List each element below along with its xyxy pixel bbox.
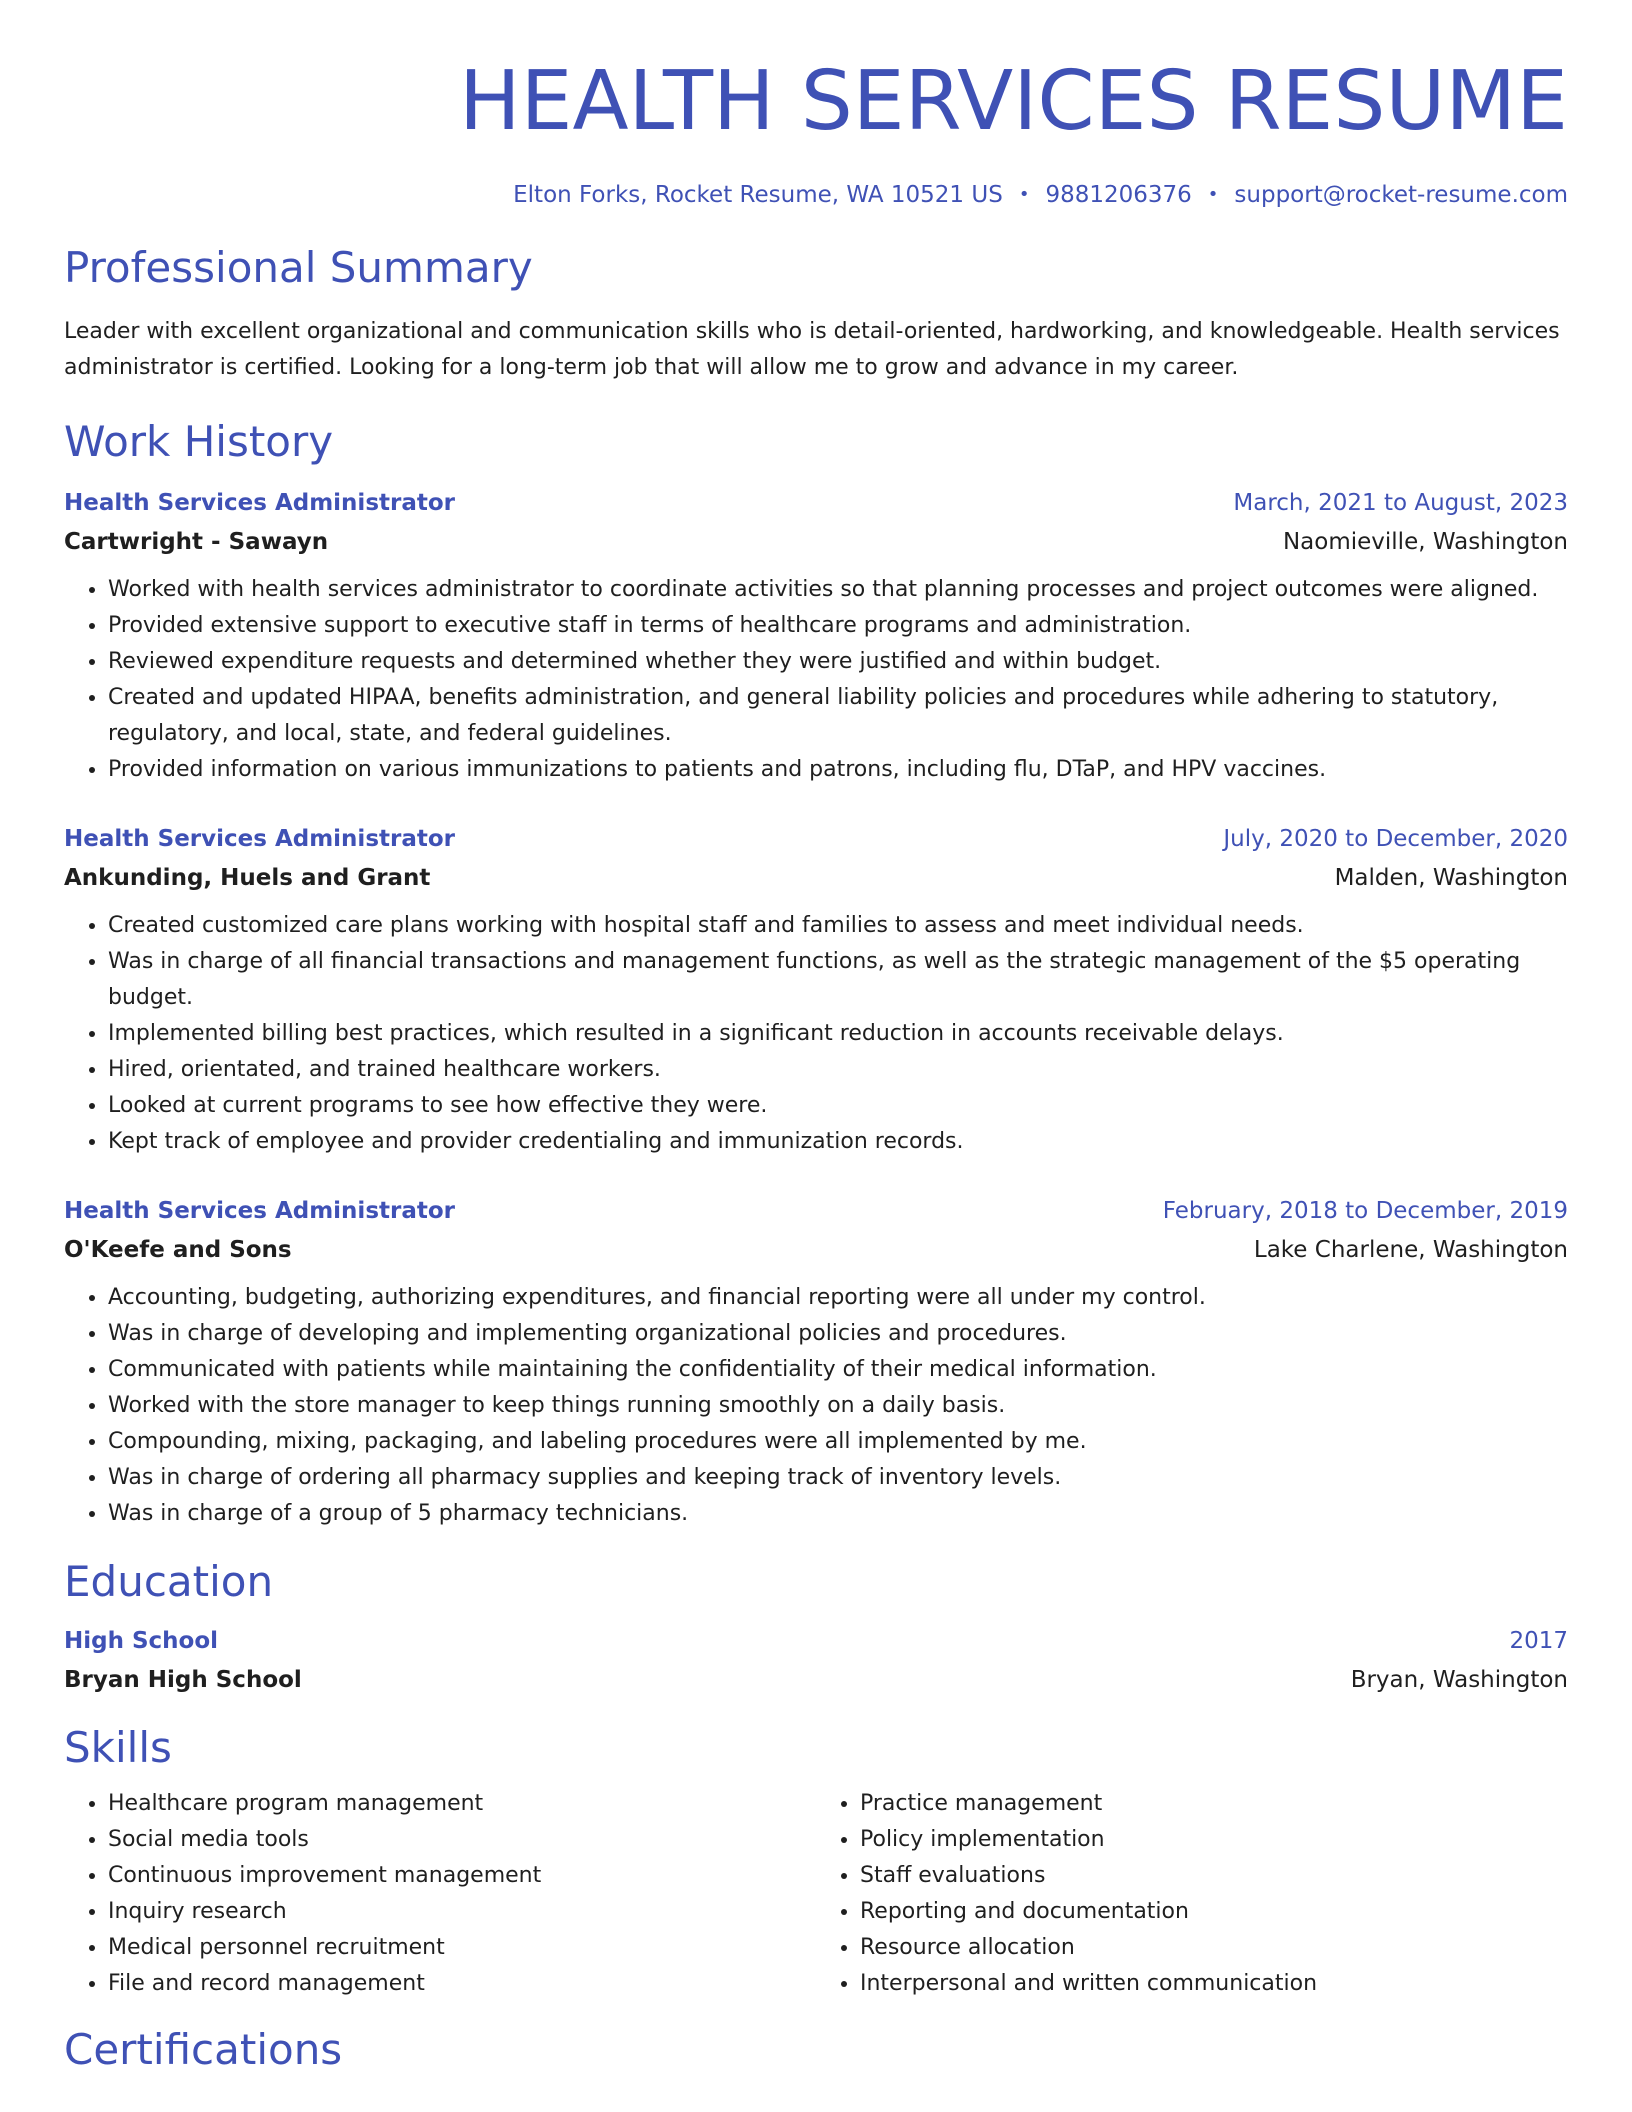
job-bullet: • Kept track of employee and provider credentialing and immunization records. <box>108 1124 1568 1160</box>
job-company: Ankunding, Huels and Grant <box>64 865 431 891</box>
separator-dot: • <box>1207 184 1219 205</box>
job-bullet: • Implemented billing best practices, which resulted in a significant reduction in accounts receivable delays. <box>108 1016 1568 1052</box>
job-bullet: • Created and updated HIPAA, benefits administration, and general liability policies and procedures while adhering to statutory, regulatory, and local, state, and federal guidelines. <box>108 680 1568 752</box>
job-entry <box>64 484 1568 788</box>
job-dates: March, 2021 to August, 2023 <box>1233 490 1568 516</box>
skill-item: • Practice management <box>860 1786 1568 1822</box>
work-history-heading: Work History <box>64 417 334 466</box>
job-bullet: • Compounding, mixing, packaging, and labeling procedures were all implemented by me. <box>108 1424 1568 1460</box>
job-bullet: • Created customized care plans working with hospital staff and families to assess and meet individual needs. <box>108 908 1568 944</box>
job-title: Health Services Administrator <box>64 826 455 852</box>
job-bullets <box>64 1280 1568 1532</box>
job-title: Health Services Administrator <box>64 1198 455 1224</box>
job-bullet: • Accounting, budgeting, authorizing expenditures, and financial reporting were all under my control. <box>108 1280 1568 1316</box>
skill-item: • Inquiry research <box>108 1894 816 1930</box>
skills-heading: Skills <box>64 1723 172 1772</box>
job-entry <box>64 1192 1568 1532</box>
job-bullet: • Worked with the store manager to keep things running smoothly on a daily basis. <box>108 1388 1568 1424</box>
job-title: Health Services Administrator <box>64 490 455 516</box>
skills-column-left <box>64 1786 816 2002</box>
skill-item: • Medical personnel recruitment <box>108 1930 816 1966</box>
job-bullet: • Provided extensive support to executive staff in terms of healthcare programs and administration. <box>108 608 1568 644</box>
job-bullets <box>64 572 1568 788</box>
job-bullet: • Was in charge of a group of 5 pharmacy technicians. <box>108 1496 1568 1532</box>
skills-column-right <box>816 1786 1568 2002</box>
job-location: Naomieville, Washington <box>1282 529 1568 555</box>
job-location: Malden, Washington <box>1334 865 1568 891</box>
job-dates: February, 2018 to December, 2019 <box>1162 1198 1568 1224</box>
separator-dot: • <box>1018 184 1030 205</box>
resume-title: HEALTH SERVICES RESUME <box>458 54 1568 149</box>
job-dates: July, 2020 to December, 2020 <box>1223 826 1568 852</box>
job-bullet: • Worked with health services administrator to coordinate activities so that planning processes and project outcomes were aligned. <box>108 572 1568 608</box>
contact-email[interactable]: support@rocket-resume.com <box>1234 182 1568 208</box>
contact-address: Elton Forks, Rocket Resume, WA 10521 US <box>513 182 1003 208</box>
job-company: O'Keefe and Sons <box>64 1237 292 1263</box>
education-degree: High School <box>64 1628 219 1654</box>
skill-item: • Interpersonal and written communication <box>860 1966 1568 2002</box>
education-year: 2017 <box>1509 1628 1568 1654</box>
skill-item: • Social media tools <box>108 1822 816 1858</box>
job-bullet: • Was in charge of developing and implementing organizational policies and procedures. <box>108 1316 1568 1352</box>
job-bullets <box>64 908 1568 1160</box>
job-bullet: • Was in charge of all financial transactions and management functions, as well as the strategic management of the $5 operating budget. <box>108 944 1568 1016</box>
education-school: Bryan High School <box>64 1667 302 1693</box>
job-entry <box>64 820 1568 1160</box>
skill-item: • Resource allocation <box>860 1930 1568 1966</box>
job-bullet: • Provided information on various immunizations to patients and patrons, including flu, DTaP, and HPV vaccines. <box>108 752 1568 788</box>
job-bullet: • Reviewed expenditure requests and determined whether they were justified and within budget. <box>108 644 1568 680</box>
skill-item: • Policy implementation <box>860 1822 1568 1858</box>
skills-list <box>64 1786 1568 2002</box>
job-bullet: • Hired, orientated, and trained healthcare workers. <box>108 1052 1568 1088</box>
job-company: Cartwright - Sawayn <box>64 529 329 555</box>
contact-line <box>64 178 1568 212</box>
skill-item: • Staff evaluations <box>860 1858 1568 1894</box>
job-bullet: • Looked at current programs to see how effective they were. <box>108 1088 1568 1124</box>
certifications-heading: Certifications <box>64 2025 343 2074</box>
skill-item: • Continuous improvement management <box>108 1858 816 1894</box>
summary-text: Leader with excellent organizational and communication skills who is detail-oriented, hardworking, and knowledgeable. Health services administrator is certified. Looking for a long-term job that will allow me to grow and advance in my career. <box>64 319 1560 380</box>
contact-phone: 9881206376 <box>1045 182 1192 208</box>
job-bullet: • Communicated with patients while maintaining the confidentiality of their medical information. <box>108 1352 1568 1388</box>
job-bullet: • Was in charge of ordering all pharmacy supplies and keeping track of inventory levels. <box>108 1460 1568 1496</box>
skill-item: • File and record management <box>108 1966 816 2002</box>
education-heading: Education <box>64 1557 274 1606</box>
skill-item: • Healthcare program management <box>108 1786 816 1822</box>
job-location: Lake Charlene, Washington <box>1253 1237 1568 1263</box>
skill-item: • Reporting and documentation <box>860 1894 1568 1930</box>
summary-heading: Professional Summary <box>64 243 533 292</box>
education-entry <box>64 1622 1568 1700</box>
education-location: Bryan, Washington <box>1350 1667 1568 1693</box>
